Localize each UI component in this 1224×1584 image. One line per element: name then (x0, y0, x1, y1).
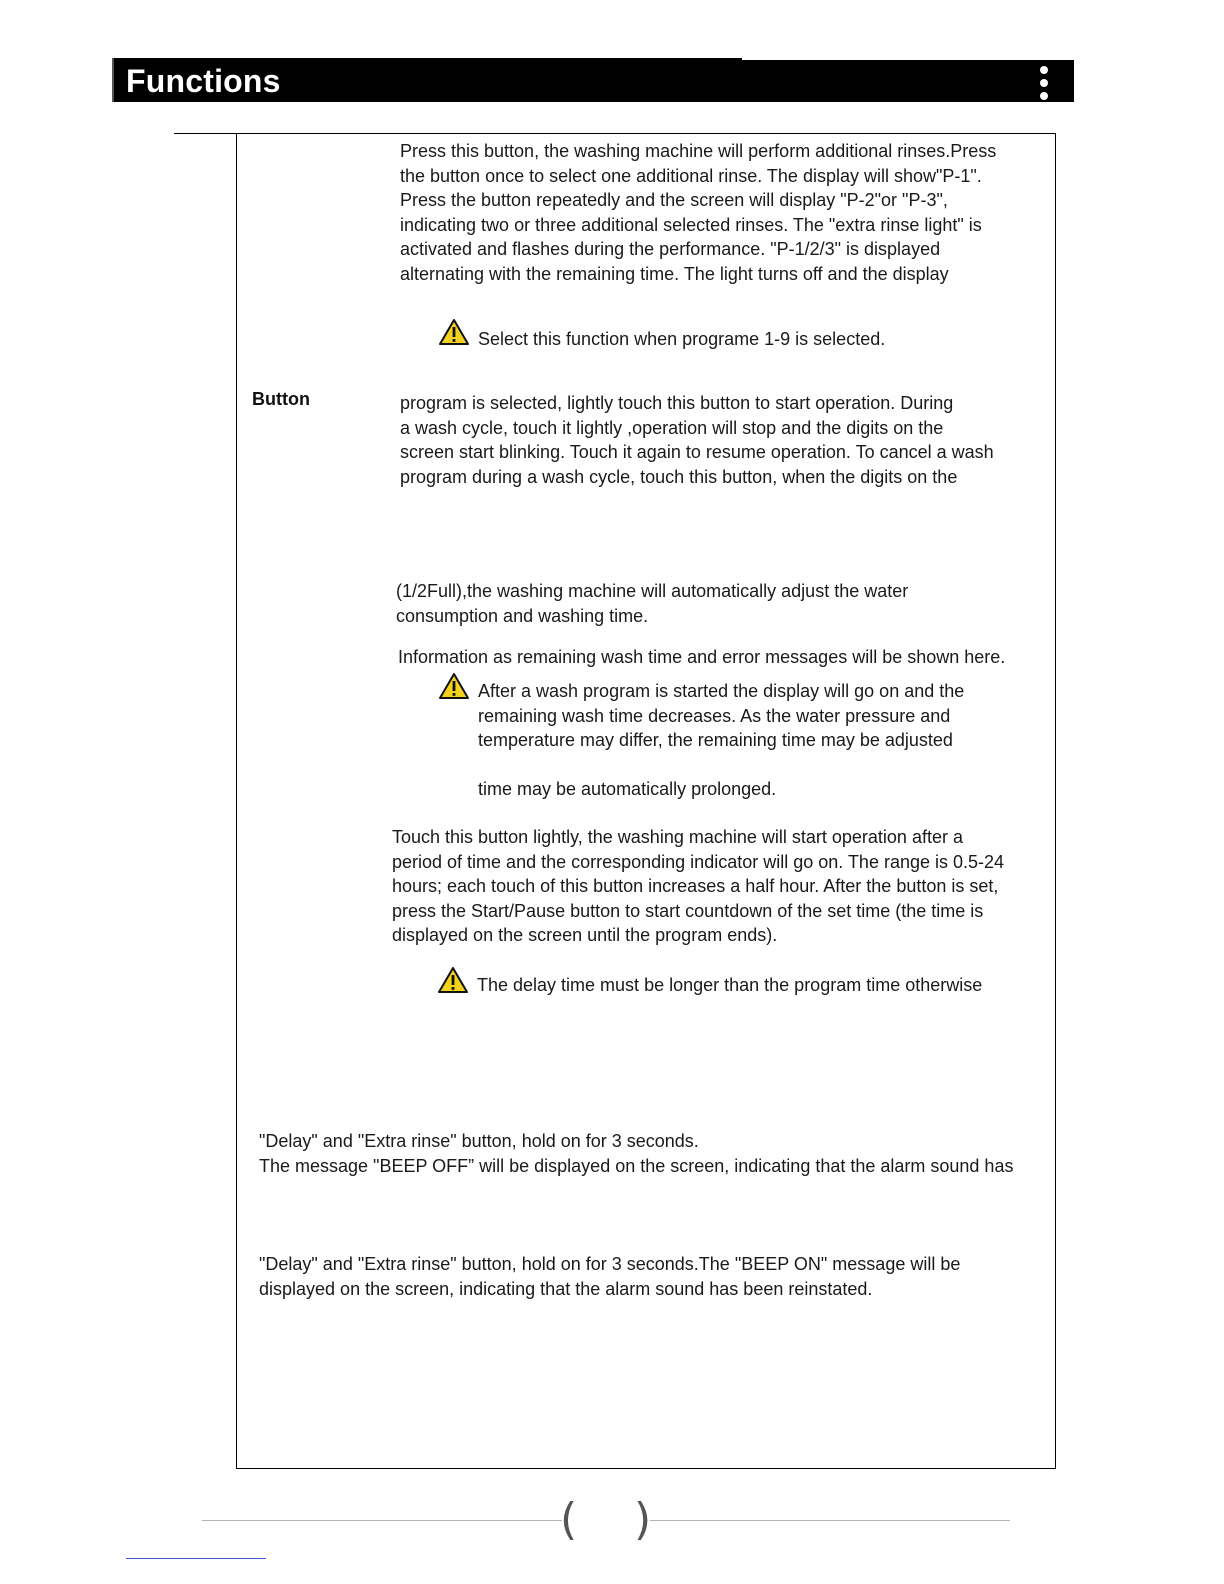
button-label: Button (252, 389, 310, 409)
table-top-rule (174, 133, 238, 134)
vertical-dots-icon (1038, 66, 1050, 105)
display-warning: After a wash program is started the display will go on and the remaining wash time decreases. As the water pressure and temperature may differ, the remaining time may be adjusted (478, 681, 965, 750)
load-description: (1/2Full),the washing machine will automatically adjust the water consumption and washing time. (396, 581, 909, 626)
delay-warning: The delay time must be longer than the program time otherwise (477, 975, 983, 995)
header-bar-extension (740, 60, 1074, 102)
footer-rule-left (202, 1520, 562, 1521)
start-pause-description: program is selected, lightly touch this button to start operation. During a wash cycle, touch it lightly ,operation will stop and the digits on the screen start blinking. Touch it again to resume operation. To cancel a wash program during a wash cycle, touch this button, when the digits on the (400, 393, 994, 487)
display-description: Information as remaining wash time and error messages will be shown here. (398, 647, 1006, 667)
warning-triangle-icon (437, 966, 469, 994)
extra-rinse-description: Press this button, the washing machine will perform additional rinses.Press the button once to select one additional rinse. The display will show"P-1". Press the button repeatedly and the screen will display "P-2"or "P-3", indicating two or three additional selected rinses. The "extra rinse light" is activated and flashes during the performance. "P-1/2/3" is displayed alternating with the remaining time. The light turns off and the display (400, 141, 997, 284)
footer-link-underline (126, 1558, 266, 1559)
page-number-close-bracket: ) (634, 1494, 652, 1545)
warning-triangle-icon (438, 318, 470, 346)
beep-off-description: "Delay" and "Extra rinse" button, hold on for 3 seconds. The message "BEEP OFF” will be displayed on the screen, indicating that the alarm sound has (259, 1131, 1014, 1176)
delay-description: Touch this button lightly, the washing machine will start operation after a period of time and the corresponding indicator will go on. The range is 0.5-24 hours; each touch of this button increases a half hour. After the button is set, press the Start/Pause button to start countdown of the set time (the time is displayed on the screen until the program ends). (392, 827, 1005, 945)
page-title: Functions (126, 63, 281, 99)
warning-triangle-icon (438, 672, 470, 700)
footer-rule-right (650, 1520, 1010, 1521)
extra-rinse-warning: Select this function when programe 1-9 is selected. (478, 329, 886, 349)
beep-on-description: "Delay" and "Extra rinse" button, hold on for 3 seconds.The "BEEP ON" message will be displayed on the screen, indicating that the alarm sound has been reinstated. (259, 1254, 961, 1299)
display-warning-tail: time may be automatically prolonged. (478, 779, 777, 799)
page-number-open-bracket: ( (560, 1494, 578, 1545)
